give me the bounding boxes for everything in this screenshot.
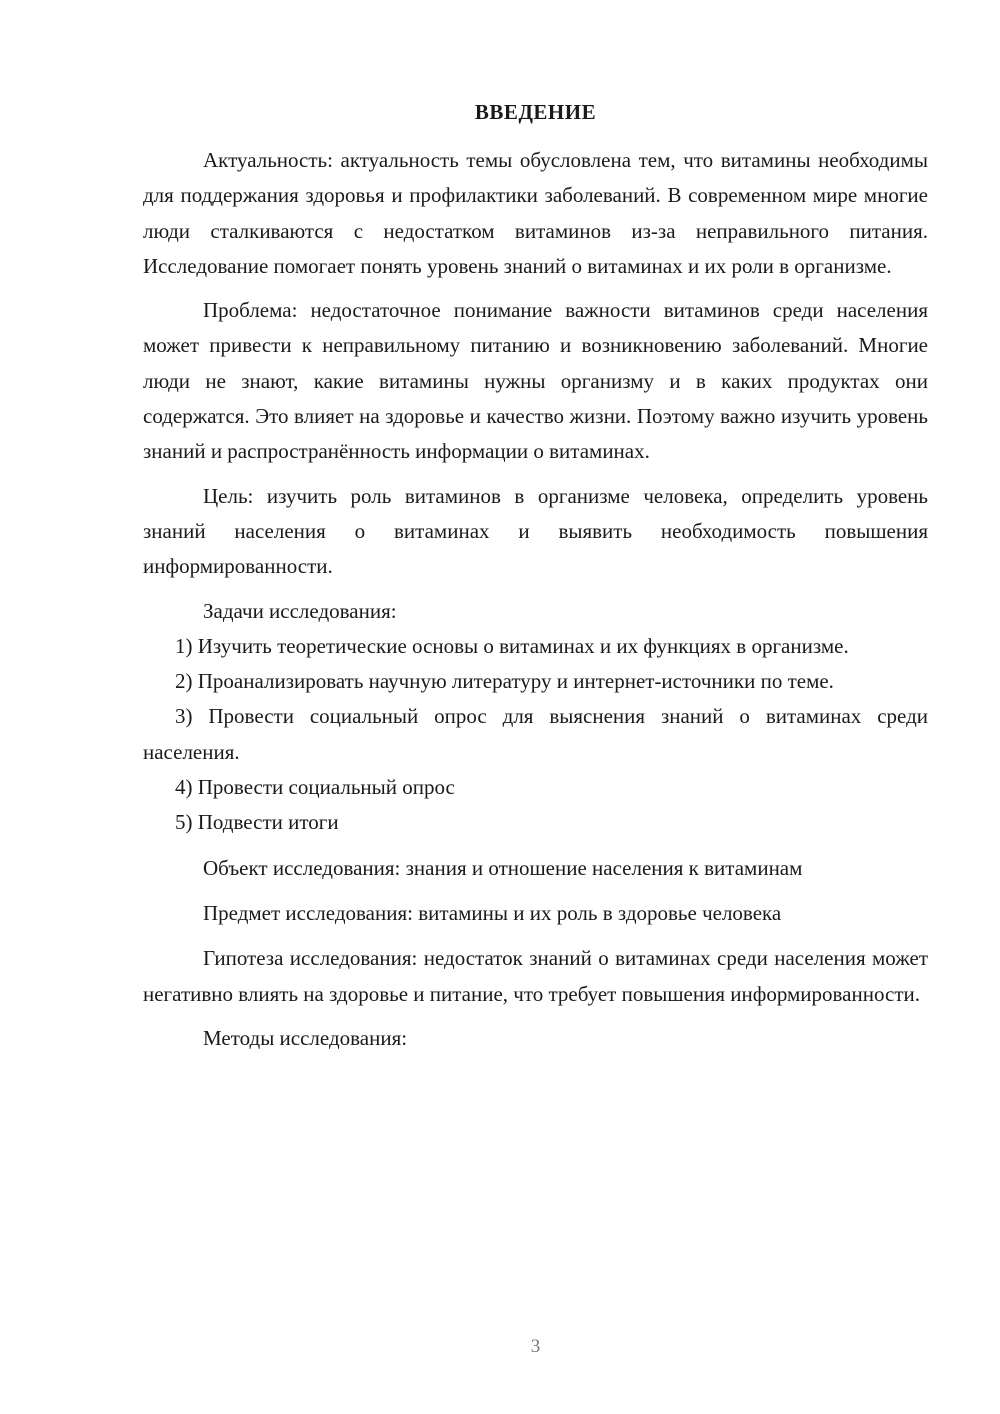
tasks-heading: Задачи исследования: [203,598,397,623]
task-item-3: 3) Провести социальный опрос для выяснения знаний о витаминах среди населения. [143,704,928,764]
paragraph-goal: Цель: изучить роль витаминов в организме человека, определить уровень знаний населения о витаминах и выявить необходимость повышения информированности. [143,483,928,579]
paragraph-problem: Проблема: недостаточное понимание важности витаминов среди населения может привести к неправильному питанию и возникновению заболеваний. Многие люди не знают, какие витамины нужны организму и в каких продуктах они содержатся. Это влияет на здоровье и качество жизни. Поэтому важно изучить уровень знаний и распространённость информации о витаминах. [143,298,928,464]
document-body [143,143,928,1056]
task-item-2: 2) Проанализировать научную литературу и интернет-источники по теме. [175,669,834,694]
methods-heading: Методы исследования: [203,1025,408,1050]
paragraph-hypothesis: Гипотеза исследования: недостаток знаний о витаминах среди населения может негативно влиять на здоровье и питание, что требует повышения информированности. [143,946,928,1006]
page-title: ВВЕДЕНИЕ [474,100,597,124]
task-item-5: 5) Подвести итоги [175,810,339,835]
page-number: 3 [530,1336,541,1357]
document-page [143,0,928,1414]
task-item-4: 4) Провести социальный опрос [175,775,455,800]
paragraph-object: Объект исследования: знания и отношение населения к витаминам [203,855,803,880]
task-item-1: 1) Изучить теоретические основы о витаминах и их функциях в организме. [175,633,849,658]
paragraph-subject: Предмет исследования: витамины и их роль в здоровье человека [203,900,782,925]
paragraph-relevance: Актуальность: актуальность темы обусловлена тем, что витамины необходимы для поддержания здоровья и профилактики заболеваний. В современном мире многие люди сталкиваются с недостатком витаминов из-за неправильного питания. Исследование помогает понять уровень знаний о витаминах и их роли в организме. [143,148,928,278]
